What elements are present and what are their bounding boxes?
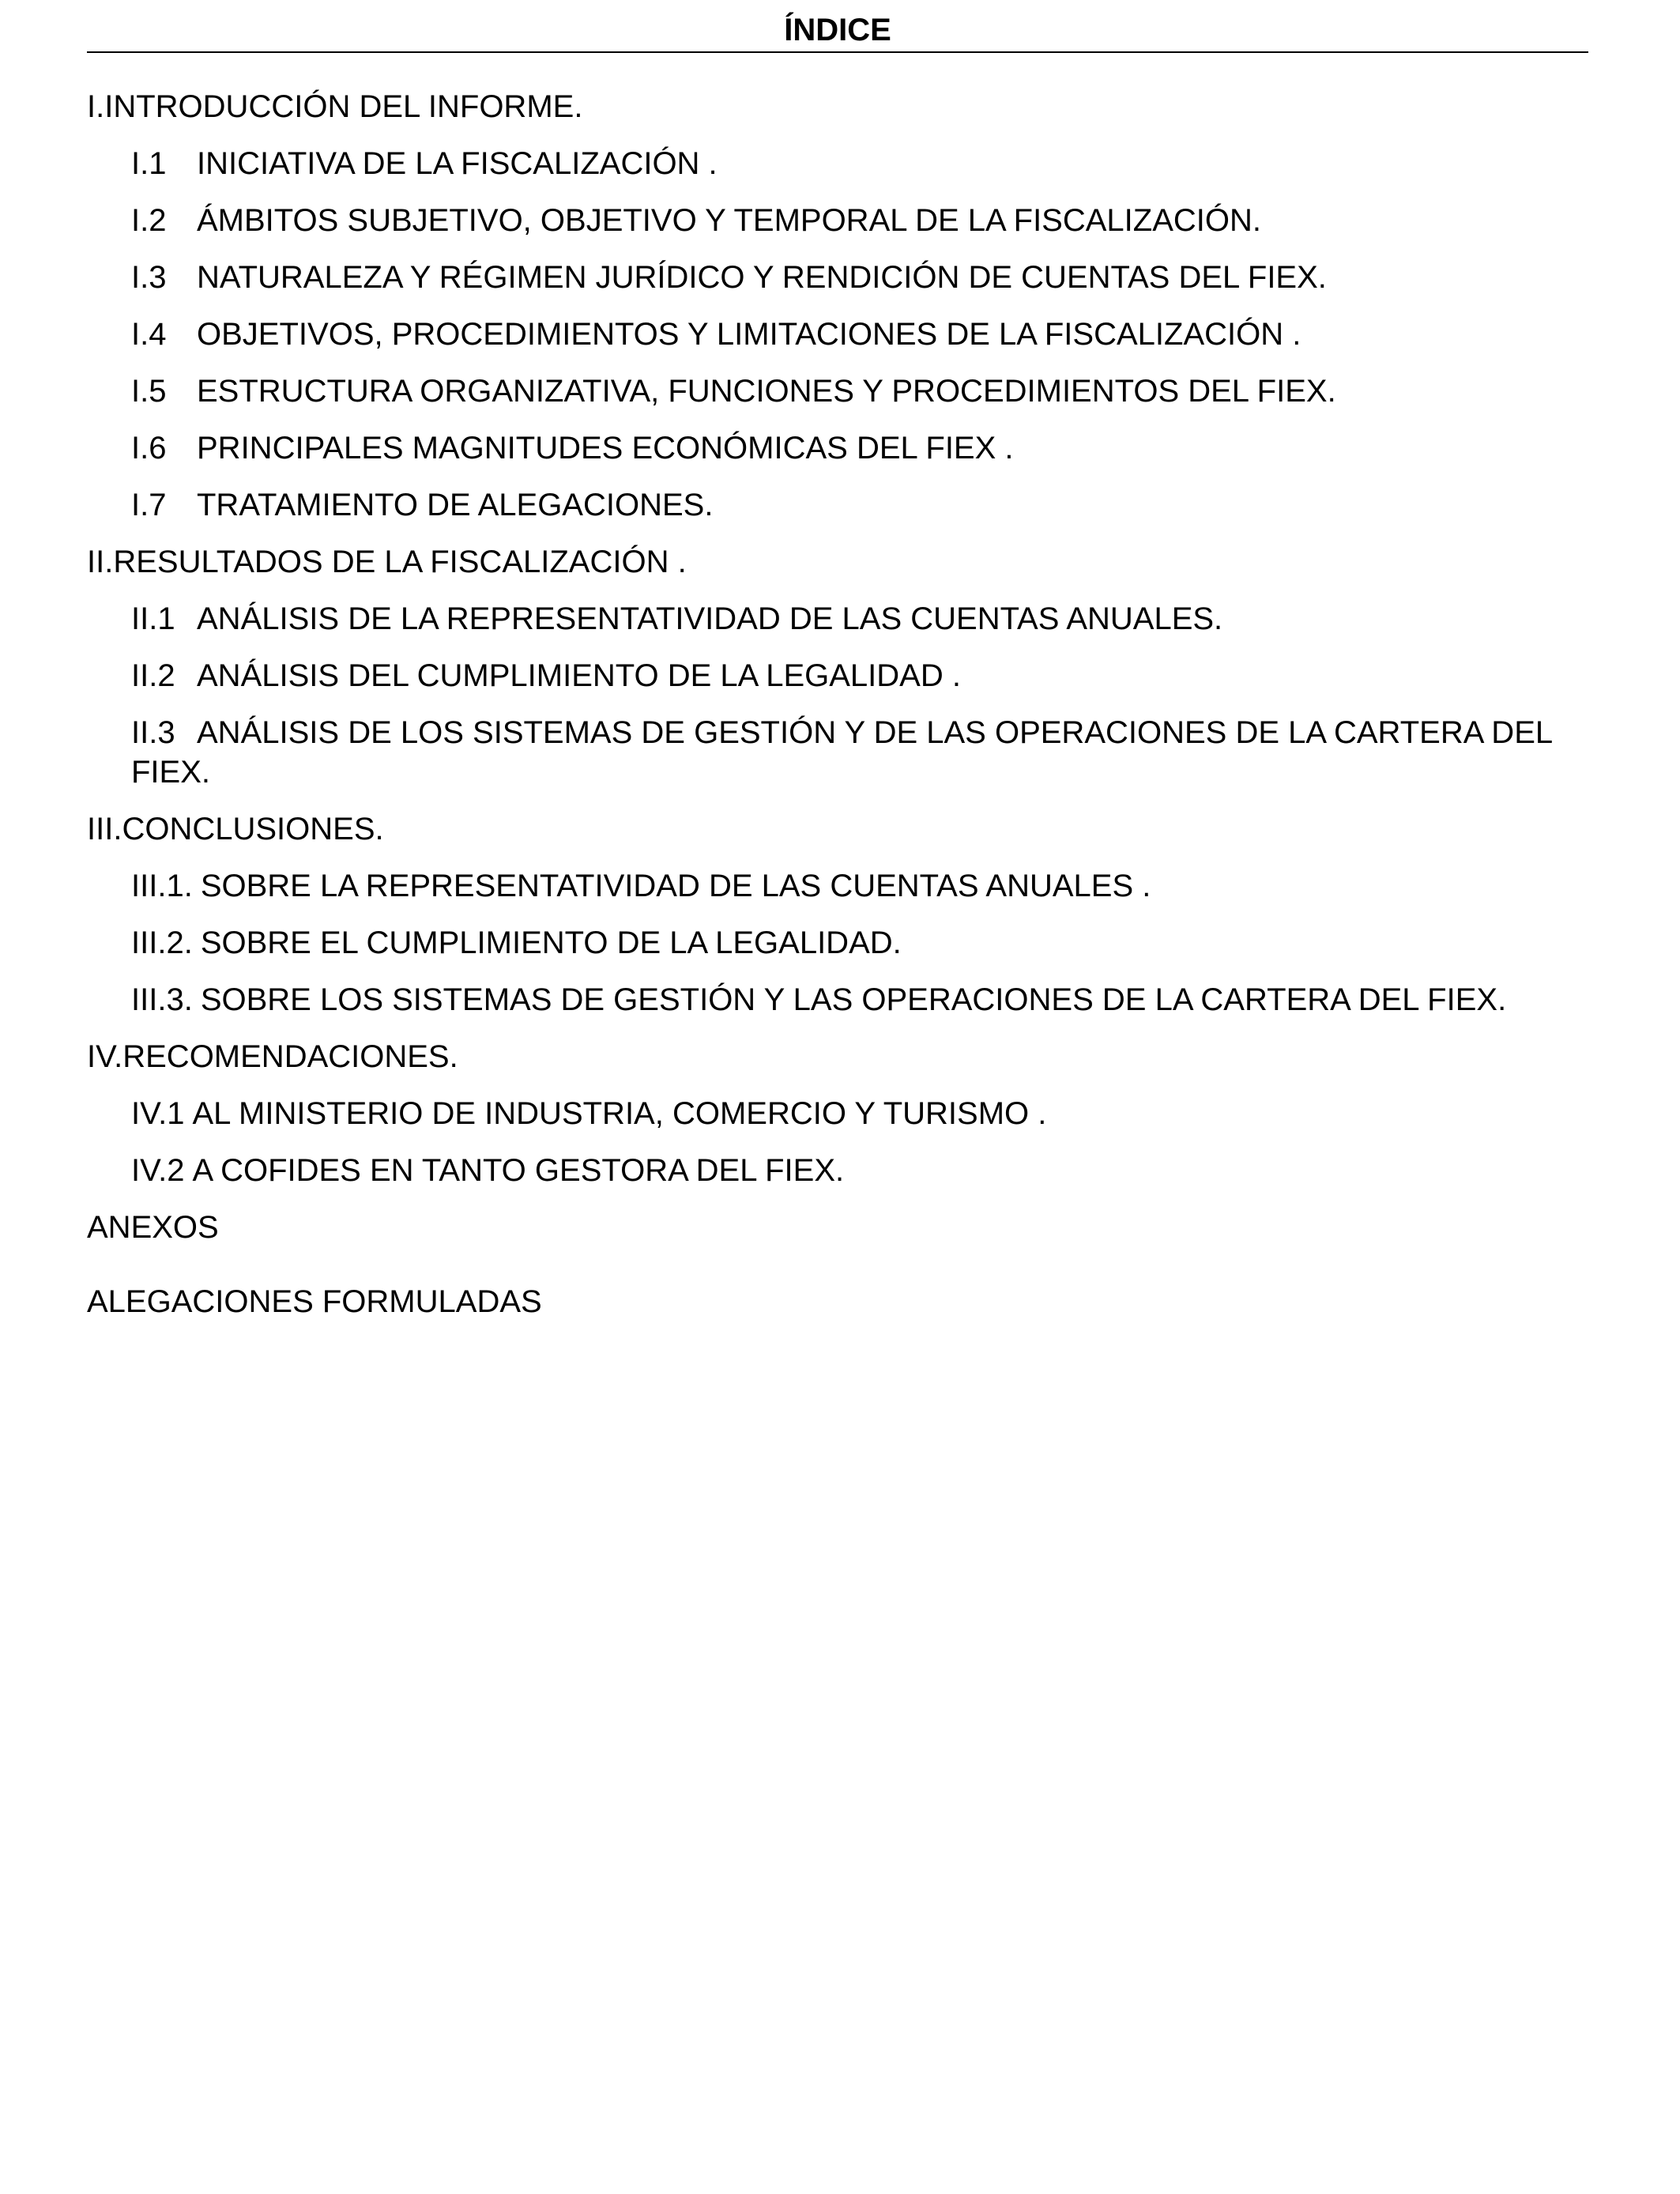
toc-entry-label: TRATAMIENTO DE ALEGACIONES. <box>197 488 714 522</box>
toc-entry-section-1[interactable] <box>87 87 1588 126</box>
toc-entry-3-3[interactable] <box>87 980 1588 1020</box>
toc-entry-label: SOBRE LA REPRESENTATIVIDAD DE LAS CUENTAS ANUALES . <box>200 869 1151 903</box>
toc-entry-label: SOBRE LOS SISTEMAS DE GESTIÓN Y LAS OPERACIONES DE LA CARTERA DEL FIEX. <box>200 982 1507 1017</box>
toc-entry-1-2[interactable] <box>87 201 1588 240</box>
toc-entry-number: II.2 <box>131 658 175 693</box>
toc-entry-number: IV.1 <box>131 1096 185 1131</box>
toc-entry-label: ANÁLISIS DEL CUMPLIMIENTO DE LA LEGALIDAD . <box>197 658 961 693</box>
toc-entry-number: IV.2 <box>131 1153 185 1188</box>
toc-entry-label: ANÁLISIS DE LA REPRESENTATIVIDAD DE LAS CUENTAS ANUALES. <box>197 601 1223 636</box>
toc-entry-label: PRINCIPALES MAGNITUDES ECONÓMICAS DEL FIEX . <box>197 431 1014 466</box>
toc-entry-number: I.7 <box>131 488 167 522</box>
toc-entry-label: RESULTADOS DE LA FISCALIZACIÓN . <box>113 545 687 579</box>
toc-entry-3-1[interactable] <box>87 866 1588 906</box>
toc-entry-section-2[interactable] <box>87 542 1588 582</box>
toc-entry-2-1[interactable] <box>87 599 1588 639</box>
toc-entry-number: III.2. <box>131 925 193 960</box>
toc-entry-label: ESTRUCTURA ORGANIZATIVA, FUNCIONES Y PROCEDIMIENTOS DEL FIEX. <box>197 374 1336 409</box>
toc-entry-3-2[interactable] <box>87 923 1588 963</box>
toc-entry-label: INTRODUCCIÓN DEL INFORME. <box>104 89 583 124</box>
toc-entry-number: I.2 <box>131 203 167 238</box>
toc-entry-allegations[interactable] <box>87 1282 1588 1321</box>
toc-entry-number: I.6 <box>131 431 167 466</box>
toc-entry-2-3[interactable] <box>87 713 1588 792</box>
toc-entry-label: NATURALEZA Y RÉGIMEN JURÍDICO Y RENDICIÓN DE CUENTAS DEL FIEX. <box>197 260 1327 295</box>
toc-entry-1-5[interactable] <box>87 371 1588 411</box>
toc-entry-1-3[interactable] <box>87 258 1588 297</box>
title-divider <box>87 51 1588 53</box>
page-title: ÍNDICE <box>784 13 891 47</box>
toc-entry-number: I. <box>87 89 105 124</box>
toc-entry-number: III. <box>87 812 122 846</box>
toc-entry-label: ÁMBITOS SUBJETIVO, OBJETIVO Y TEMPORAL DE LA FISCALIZACIÓN. <box>197 203 1262 238</box>
toc-entry-1-1[interactable] <box>87 144 1588 183</box>
toc-entry-label: ANEXOS <box>87 1210 219 1245</box>
toc-entry-number: I.5 <box>131 374 167 409</box>
toc-entry-2-2[interactable] <box>87 656 1588 696</box>
toc-entry-label: RECOMENDACIONES. <box>122 1039 458 1074</box>
toc-entry-number: II.3 <box>131 715 175 750</box>
toc-entry-1-4[interactable] <box>87 315 1588 354</box>
toc-entry-number: IV. <box>87 1039 123 1074</box>
toc-entry-section-4[interactable] <box>87 1037 1588 1076</box>
toc-entry-label: OBJETIVOS, PROCEDIMIENTOS Y LIMITACIONES DE LA FISCALIZACIÓN . <box>197 317 1301 352</box>
table-of-contents <box>87 87 1588 1339</box>
toc-entry-label: AL MINISTERIO DE INDUSTRIA, COMERCIO Y TURISMO . <box>192 1096 1047 1131</box>
toc-entry-number: III.3. <box>131 982 193 1017</box>
toc-entry-number: III.1. <box>131 869 193 903</box>
toc-entry-1-7[interactable] <box>87 485 1588 525</box>
toc-entry-4-1[interactable] <box>87 1094 1588 1133</box>
toc-entry-label: INICIATIVA DE LA FISCALIZACIÓN . <box>197 146 718 181</box>
toc-entry-label: ALEGACIONES FORMULADAS <box>87 1284 542 1319</box>
toc-entry-label: SOBRE EL CUMPLIMIENTO DE LA LEGALIDAD. <box>200 925 902 960</box>
toc-entry-number: I.1 <box>131 146 167 181</box>
toc-entry-label: A COFIDES EN TANTO GESTORA DEL FIEX. <box>192 1153 845 1188</box>
toc-entry-1-6[interactable] <box>87 428 1588 468</box>
toc-entry-number: II.1 <box>131 601 175 636</box>
toc-entry-number: II. <box>87 545 114 579</box>
toc-entry-number: I.3 <box>131 260 167 295</box>
toc-entry-label: ANÁLISIS DE LOS SISTEMAS DE GESTIÓN Y DE LAS OPERACIONES DE LA CARTERA DEL FIEX. <box>131 715 1552 790</box>
toc-entry-4-2[interactable] <box>87 1151 1588 1190</box>
toc-entry-label: CONCLUSIONES. <box>122 812 384 846</box>
toc-entry-annexes[interactable] <box>87 1208 1588 1247</box>
toc-entry-number: I.4 <box>131 317 167 352</box>
toc-entry-section-3[interactable] <box>87 809 1588 849</box>
